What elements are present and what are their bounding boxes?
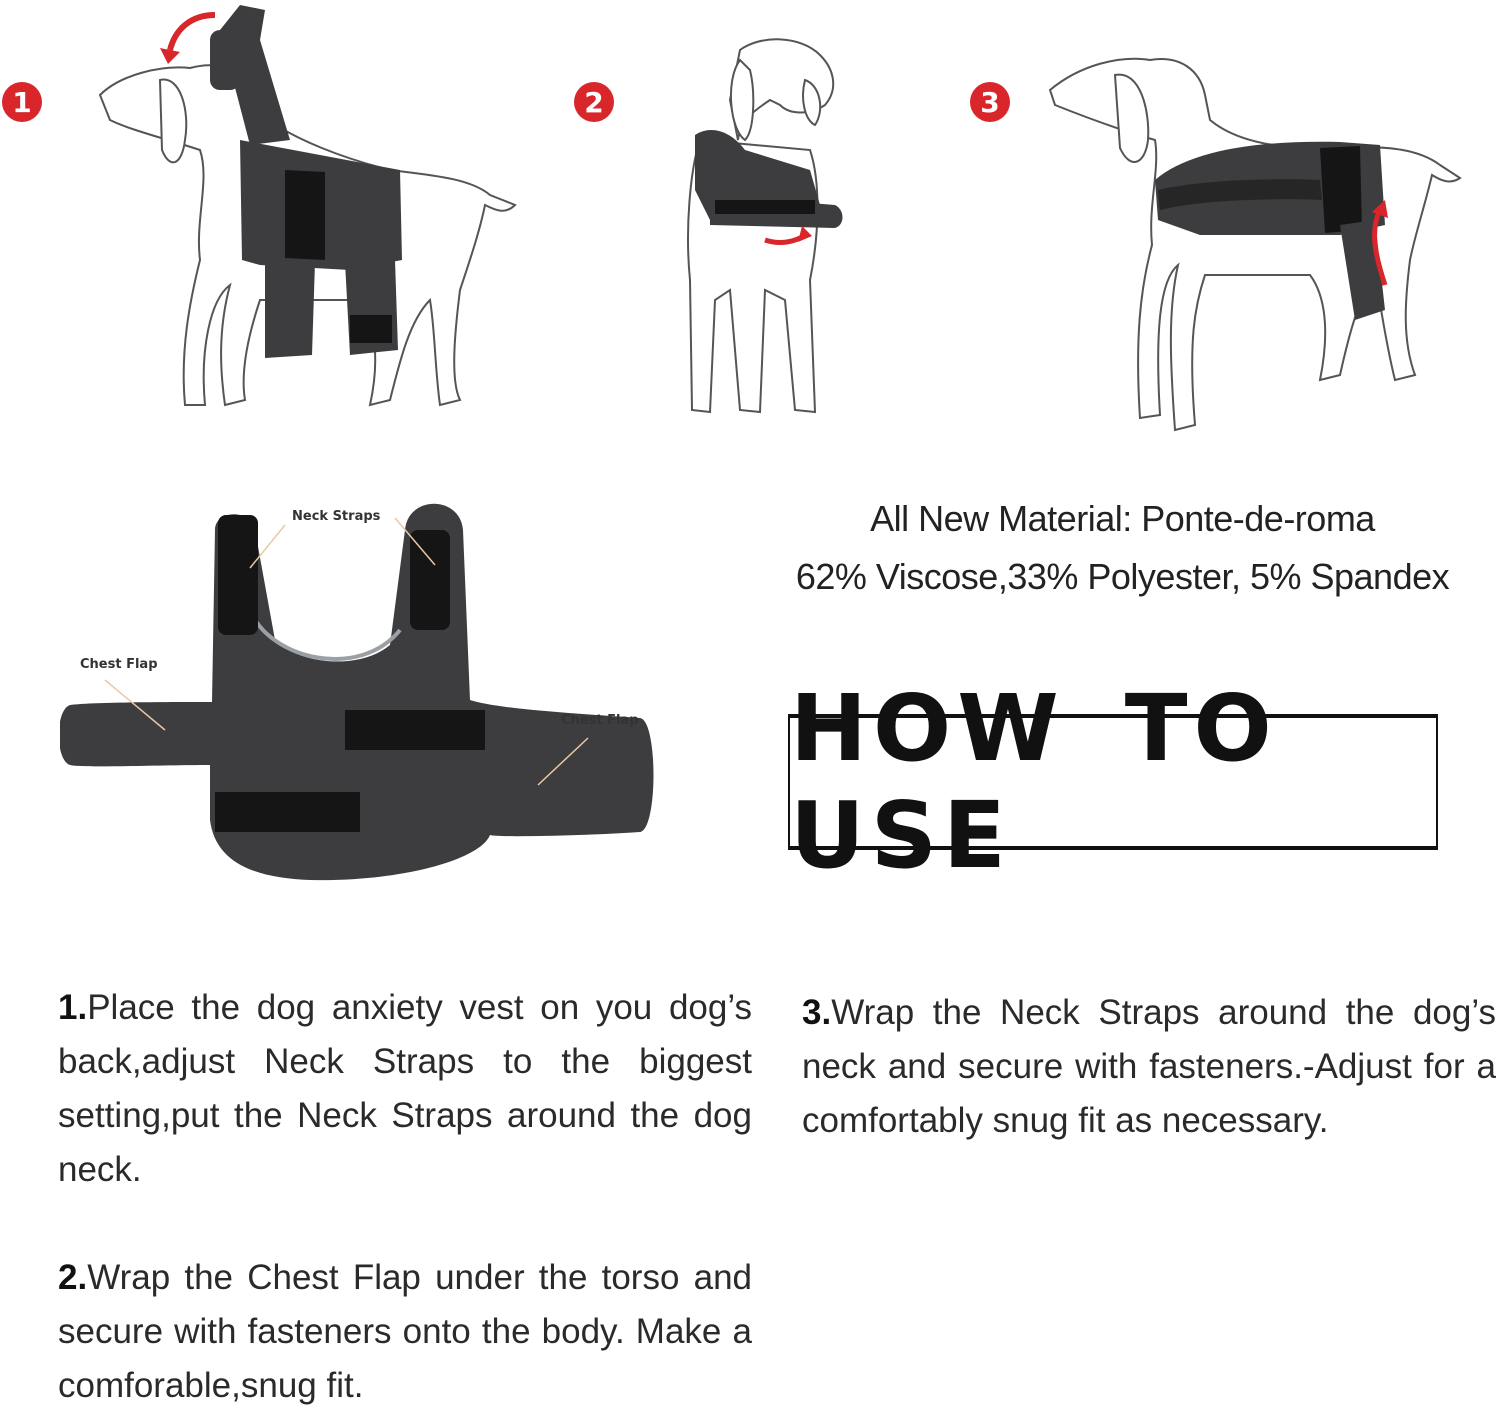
step-2-badge: 2 bbox=[574, 82, 614, 122]
instruction-step-3-text: Wrap the Neck Straps around the dog’s neck and secure with fasteners.-Adjust for a comfortably snug fit as necessary. bbox=[802, 993, 1496, 1140]
vest-diagram bbox=[60, 490, 660, 890]
neck-strap-velcro-left bbox=[218, 515, 258, 635]
instruction-step-3-number: 3. bbox=[802, 993, 832, 1032]
instruction-step-2-number: 2. bbox=[58, 1258, 88, 1297]
chest-flap-velcro-bottom bbox=[215, 792, 360, 832]
how-to-use-heading-box bbox=[788, 675, 1438, 889]
instruction-step-1-number: 1. bbox=[58, 988, 88, 1027]
how-to-use-heading: HOW TO USE bbox=[790, 675, 1278, 889]
instruction-step-2-text: Wrap the Chest Flap under the torso and secure with fasteners onto the body. Make a comforable,snug fit. bbox=[58, 1258, 752, 1405]
step-2-dog-illustration bbox=[670, 30, 860, 430]
step-3-dog-illustration bbox=[1040, 30, 1470, 450]
material-line-1: All New Material: Ponte-de-roma bbox=[870, 498, 1375, 539]
step-3-badge: 3 bbox=[970, 82, 1010, 122]
material-line-2: 62% Viscose,33% Polyester, 5% Spandex bbox=[795, 556, 1450, 597]
chest-flap-velcro-top bbox=[345, 710, 485, 750]
instruction-step-1 bbox=[58, 981, 752, 1197]
label-chest-flap-right: Chest Flap bbox=[561, 713, 639, 728]
instruction-step-2 bbox=[58, 1251, 752, 1413]
step-1-arrow-icon bbox=[160, 48, 180, 64]
instruction-step-3 bbox=[802, 986, 1496, 1148]
neck-strap-velcro-right bbox=[410, 530, 450, 630]
label-neck-straps: Neck Straps bbox=[292, 509, 381, 524]
instruction-step-1-text: Place the dog anxiety vest on you dog’s back,adjust Neck Straps to the biggest setting,put the Neck Straps around the dog neck. bbox=[58, 988, 752, 1189]
label-chest-flap-left: Chest Flap bbox=[80, 657, 158, 672]
step-1-dog-illustration bbox=[90, 0, 530, 440]
step-1-badge: 1 bbox=[2, 82, 42, 122]
